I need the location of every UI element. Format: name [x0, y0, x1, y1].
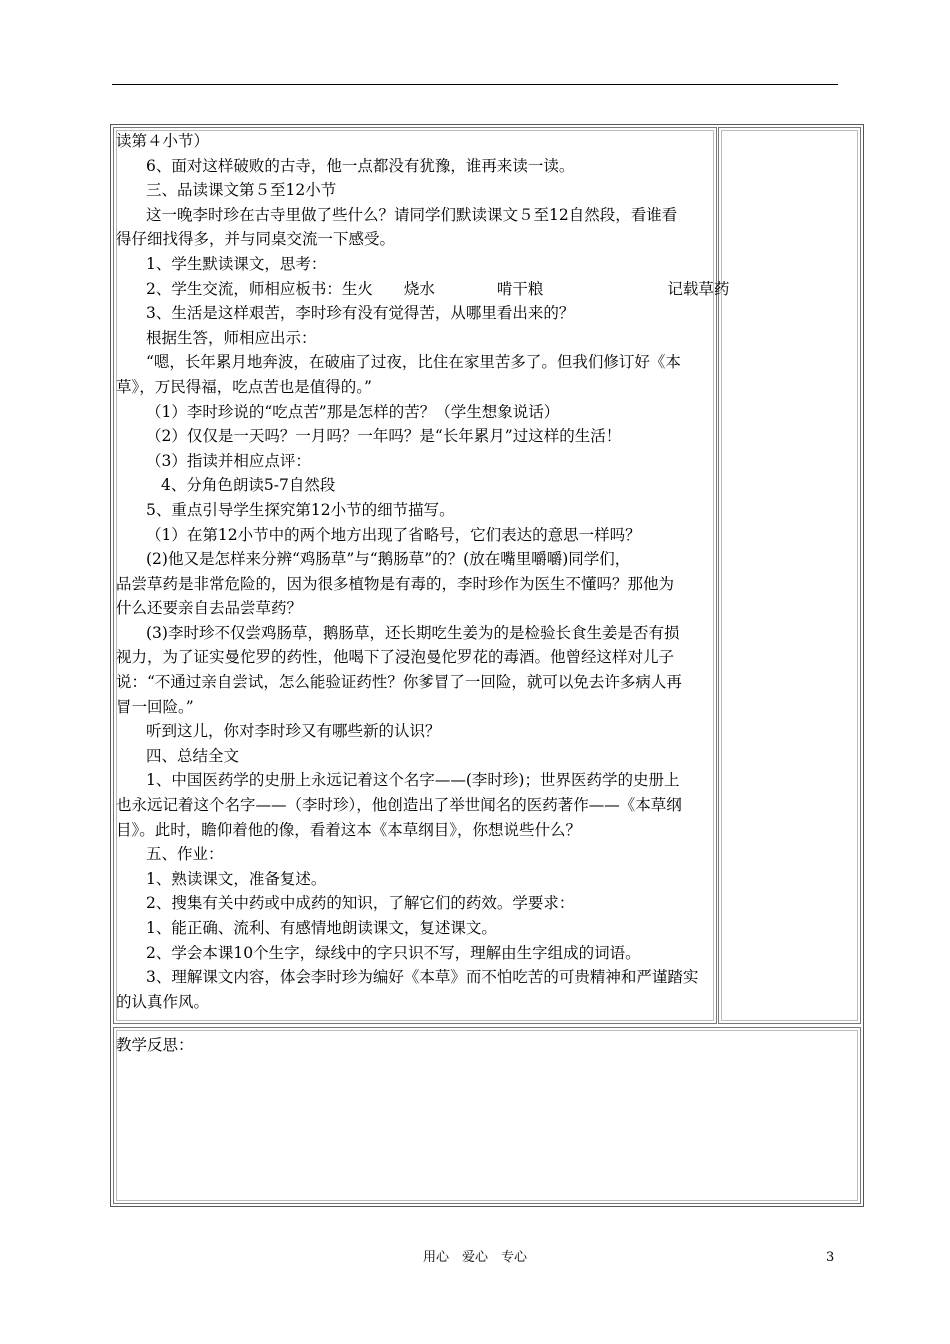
content-line: 2、学会本课10个生字，绿线中的字只识不写，理解由生字组成的词语。 [146, 943, 641, 962]
reflection-label: 教学反思： [116, 1036, 194, 1054]
content-line: 3、生活是这样艰苦，李时珍有没有觉得苦，从哪里看出来的？ [146, 304, 575, 323]
content-line: 三、品读课文第５至12小节 [146, 181, 337, 200]
content-line: 五、作业： [146, 845, 224, 864]
reflection-cell-inner-border [116, 1030, 858, 1201]
content-line: 说：“不通过亲自尝试，怎么能验证药性？你爹冒了一回险，就可以免去许多病人再 [116, 673, 682, 692]
content-line: 1、熟读课文，准备复述。 [146, 869, 327, 888]
content-line: 1、能正确、流利、有感情地朗读课文，复述课文。 [146, 919, 497, 937]
content-line: 6、面对这样破败的古寺，他一点都没有犹豫，谁再来读一读。 [146, 156, 575, 175]
content-line: 草》，万民得福，吃点苦也是值得的。” [116, 377, 372, 396]
notes-cell-inner-border [721, 130, 858, 1021]
content-line: 4、分角色朗读5-7自然段 [161, 476, 336, 495]
content-line: 得仔细找得多，并与同桌交流一下感受。 [116, 230, 396, 249]
content-line: 5、重点引导学生探究第12小节的细节描写。 [146, 500, 455, 519]
content-line: 目》。此时，瞻仰着他的像，看着这本《本草纲目》，你想说些什么？ [116, 820, 582, 839]
content-line: 听到这儿，你对李时珍又有哪些新的认识？ [146, 722, 441, 741]
content-line: (2)他又是怎样来分辨“鸡肠草”与“鹅肠草”的？(放在嘴里嚼嚼)同学们， [146, 550, 631, 569]
content-line: 的认真作风。 [116, 992, 210, 1011]
content-line: (3)李时珍不仅尝鸡肠草，鹅肠草，还长期吃生姜为的是检验长食生姜是否有损 [146, 623, 680, 642]
footer-motto: 用心 爱心 专心 [422, 1250, 527, 1265]
content-line: 2、学生交流，师相应板书：生火 烧水 啃干粮 记载草药 [146, 279, 730, 298]
content-line: 1、中国医药学的史册上永远记着这个名字——(李时珍)；世界医药学的史册上 [146, 771, 680, 790]
header-rule [112, 84, 838, 85]
content-line: 1、学生默读课文，思考： [146, 254, 327, 273]
content-line: 根据生答，师相应出示： [146, 328, 317, 347]
page-number: 3 [826, 1250, 835, 1265]
content-line: 四、总结全文 [146, 746, 240, 765]
content-line: “嗯，长年累月地奔波，在破庙了过夜，比住在家里苦多了。但我们修订好《本 [146, 353, 681, 372]
content-line: （3）指读并相应点评： [146, 451, 311, 470]
content-line: 视力，为了证实曼佗罗的药性，他喝下了浸泡曼佗罗花的毒酒。他曾经这样对儿子 [116, 648, 675, 667]
content-line: 也永远记着这个名字——（李时珍），他创造出了举世闻名的医药著作——《本草纲 [116, 796, 682, 815]
content-line: 3、理解课文内容，体会李时珍为编好《本草》而不怕吃苦的可贵精神和严谨踏实 [146, 968, 699, 987]
content-line: 品尝草药是非常危险的，因为很多植物是有毒的，李时珍作为医生不懂吗？那他为 [116, 574, 675, 593]
content-line: （1）李时珍说的“吃点苦”那是怎样的苦？（学生想象说话） [146, 402, 560, 421]
content-line: （1）在第12小节中的两个地方出现了省略号，它们表达的意思一样吗？ [146, 525, 641, 544]
content-line: 这一晚李时珍在古寺里做了些什么？请同学们默读课文５至12自然段，看谁看 [146, 205, 678, 224]
content-line: 什么还要亲自去品尝草药？ [116, 599, 303, 618]
lesson-content [116, 129, 730, 1014]
content-line: 2、搜集有关中药或中成药的知识，了解它们的药效。学要求： [146, 894, 575, 913]
content-line: （2）仅仅是一天吗？一月吗？一年吗？是“长年累月”过这样的生活！ [146, 427, 622, 446]
content-line: 冒一回险。” [116, 697, 194, 716]
content-line: 读第４小节） [116, 132, 210, 150]
